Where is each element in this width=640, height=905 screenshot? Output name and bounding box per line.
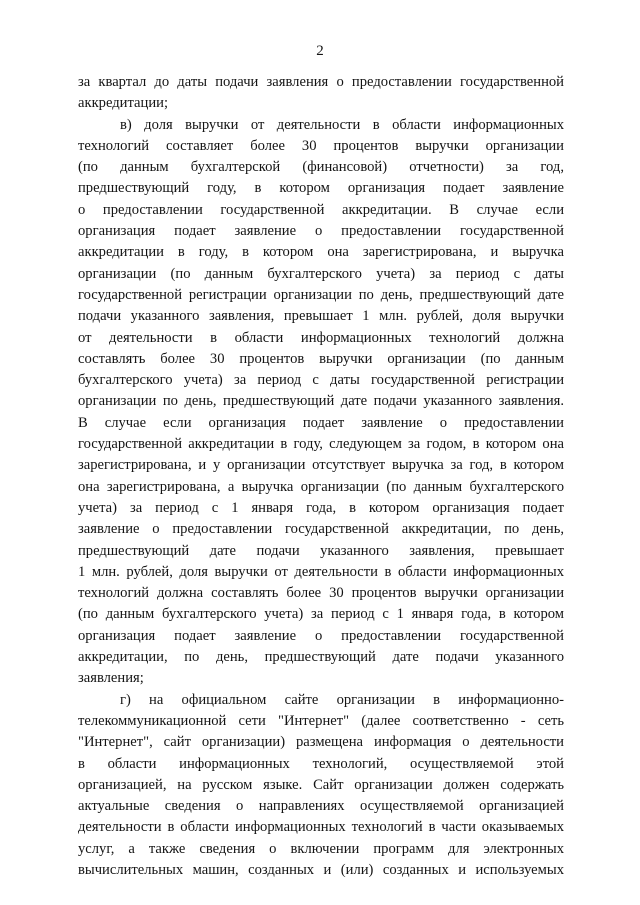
text-line: организация подает заявление о предоставлении государственной bbox=[78, 223, 564, 240]
text-line: (по данным бухгалтерской (финансовой) отчетности) за год, bbox=[78, 159, 564, 176]
text-line: аккредитации; bbox=[78, 95, 168, 112]
text-line: деятельности в области информационных технологий в части оказываемых bbox=[78, 819, 564, 836]
page-number: 2 bbox=[316, 43, 324, 59]
text-line: от деятельности в области информационных технологий должна bbox=[78, 329, 564, 346]
text-line: организация подает заявление о предоставлении государственной bbox=[78, 627, 564, 644]
text-line: г) на официальном сайте организации в информационно- bbox=[120, 691, 564, 708]
text-line: в) доля выручки от деятельности в области информационных bbox=[120, 116, 564, 133]
body-text bbox=[78, 72, 564, 881]
text-line: вычислительных машин, созданных и (или) созданных и используемых bbox=[78, 861, 564, 878]
text-line: 1 млн. рублей, доля выручки от деятельности в области информационных bbox=[78, 563, 564, 580]
text-line: за квартал до даты подачи заявления о предоставлении государственной bbox=[78, 74, 564, 90]
text-line: (по данным бухгалтерского учета) за период с 1 января года, в котором bbox=[78, 606, 564, 623]
text-line: составлять более 30 процентов выручки организации (по данным bbox=[78, 350, 564, 367]
text-line: она зарегистрирована, а выручка организации (по данным бухгалтерского bbox=[78, 478, 564, 495]
text-line: "Интернет", сайт организации) размещена информация о деятельности bbox=[78, 734, 564, 751]
text-line: услуг, а также сведения о включении программ для электронных bbox=[78, 840, 564, 857]
text-line: технологий составляет более 30 процентов выручки организации bbox=[78, 137, 564, 154]
text-line: предшествующий дате подачи указанного заявления, превышает bbox=[78, 542, 564, 559]
text-line: организацией, на русском языке. Сайт организации должен содержать bbox=[78, 776, 564, 793]
text-line: государственной регистрации организации по день, предшествующий дате bbox=[78, 286, 564, 303]
text-line: государственной аккредитации в году, следующем за годом, в котором она bbox=[78, 436, 564, 453]
text-line: телекоммуникационной сети "Интернет" (далее соответственно - сеть bbox=[78, 712, 564, 729]
text-line: актуальные сведения о направлениях осуществляемой организацией bbox=[78, 798, 564, 815]
text-line: зарегистрирована, и у организации отсутствует выручка за год, в котором bbox=[78, 457, 564, 474]
text-line: о предоставлении государственной аккредитации. В случае если bbox=[78, 201, 564, 218]
text-line: технологий должна составлять более 30 процентов выручки организации bbox=[78, 585, 564, 602]
text-line: В случае если организация подает заявление о предоставлении bbox=[78, 414, 564, 431]
text-line: бухгалтерского учета) за период с даты государственной регистрации bbox=[78, 372, 564, 389]
text-line: предшествующий году, в котором организация подает заявление bbox=[78, 180, 564, 197]
text-line: организации по день, предшествующий дате подачи указанного заявления. bbox=[78, 393, 564, 410]
text-line: подачи указанного заявления, превышает 1 млн. рублей, доля выручки bbox=[78, 308, 564, 325]
text-line: организации (по данным бухгалтерского учета) за период с даты bbox=[78, 265, 564, 282]
text-line: заявление о предоставлении государственной аккредитации, по день, bbox=[78, 521, 564, 538]
text-line: учета) за период с 1 января года, в котором организация подает bbox=[78, 499, 564, 516]
text-line: аккредитации в году, в котором она зарегистрирована, и выручка bbox=[78, 244, 564, 261]
text-line: аккредитации, по день, предшествующий дате подачи указанного bbox=[78, 649, 564, 666]
text-line: в области информационных технологий, осуществляемой этой bbox=[78, 755, 564, 772]
text-line: заявления; bbox=[78, 670, 144, 687]
